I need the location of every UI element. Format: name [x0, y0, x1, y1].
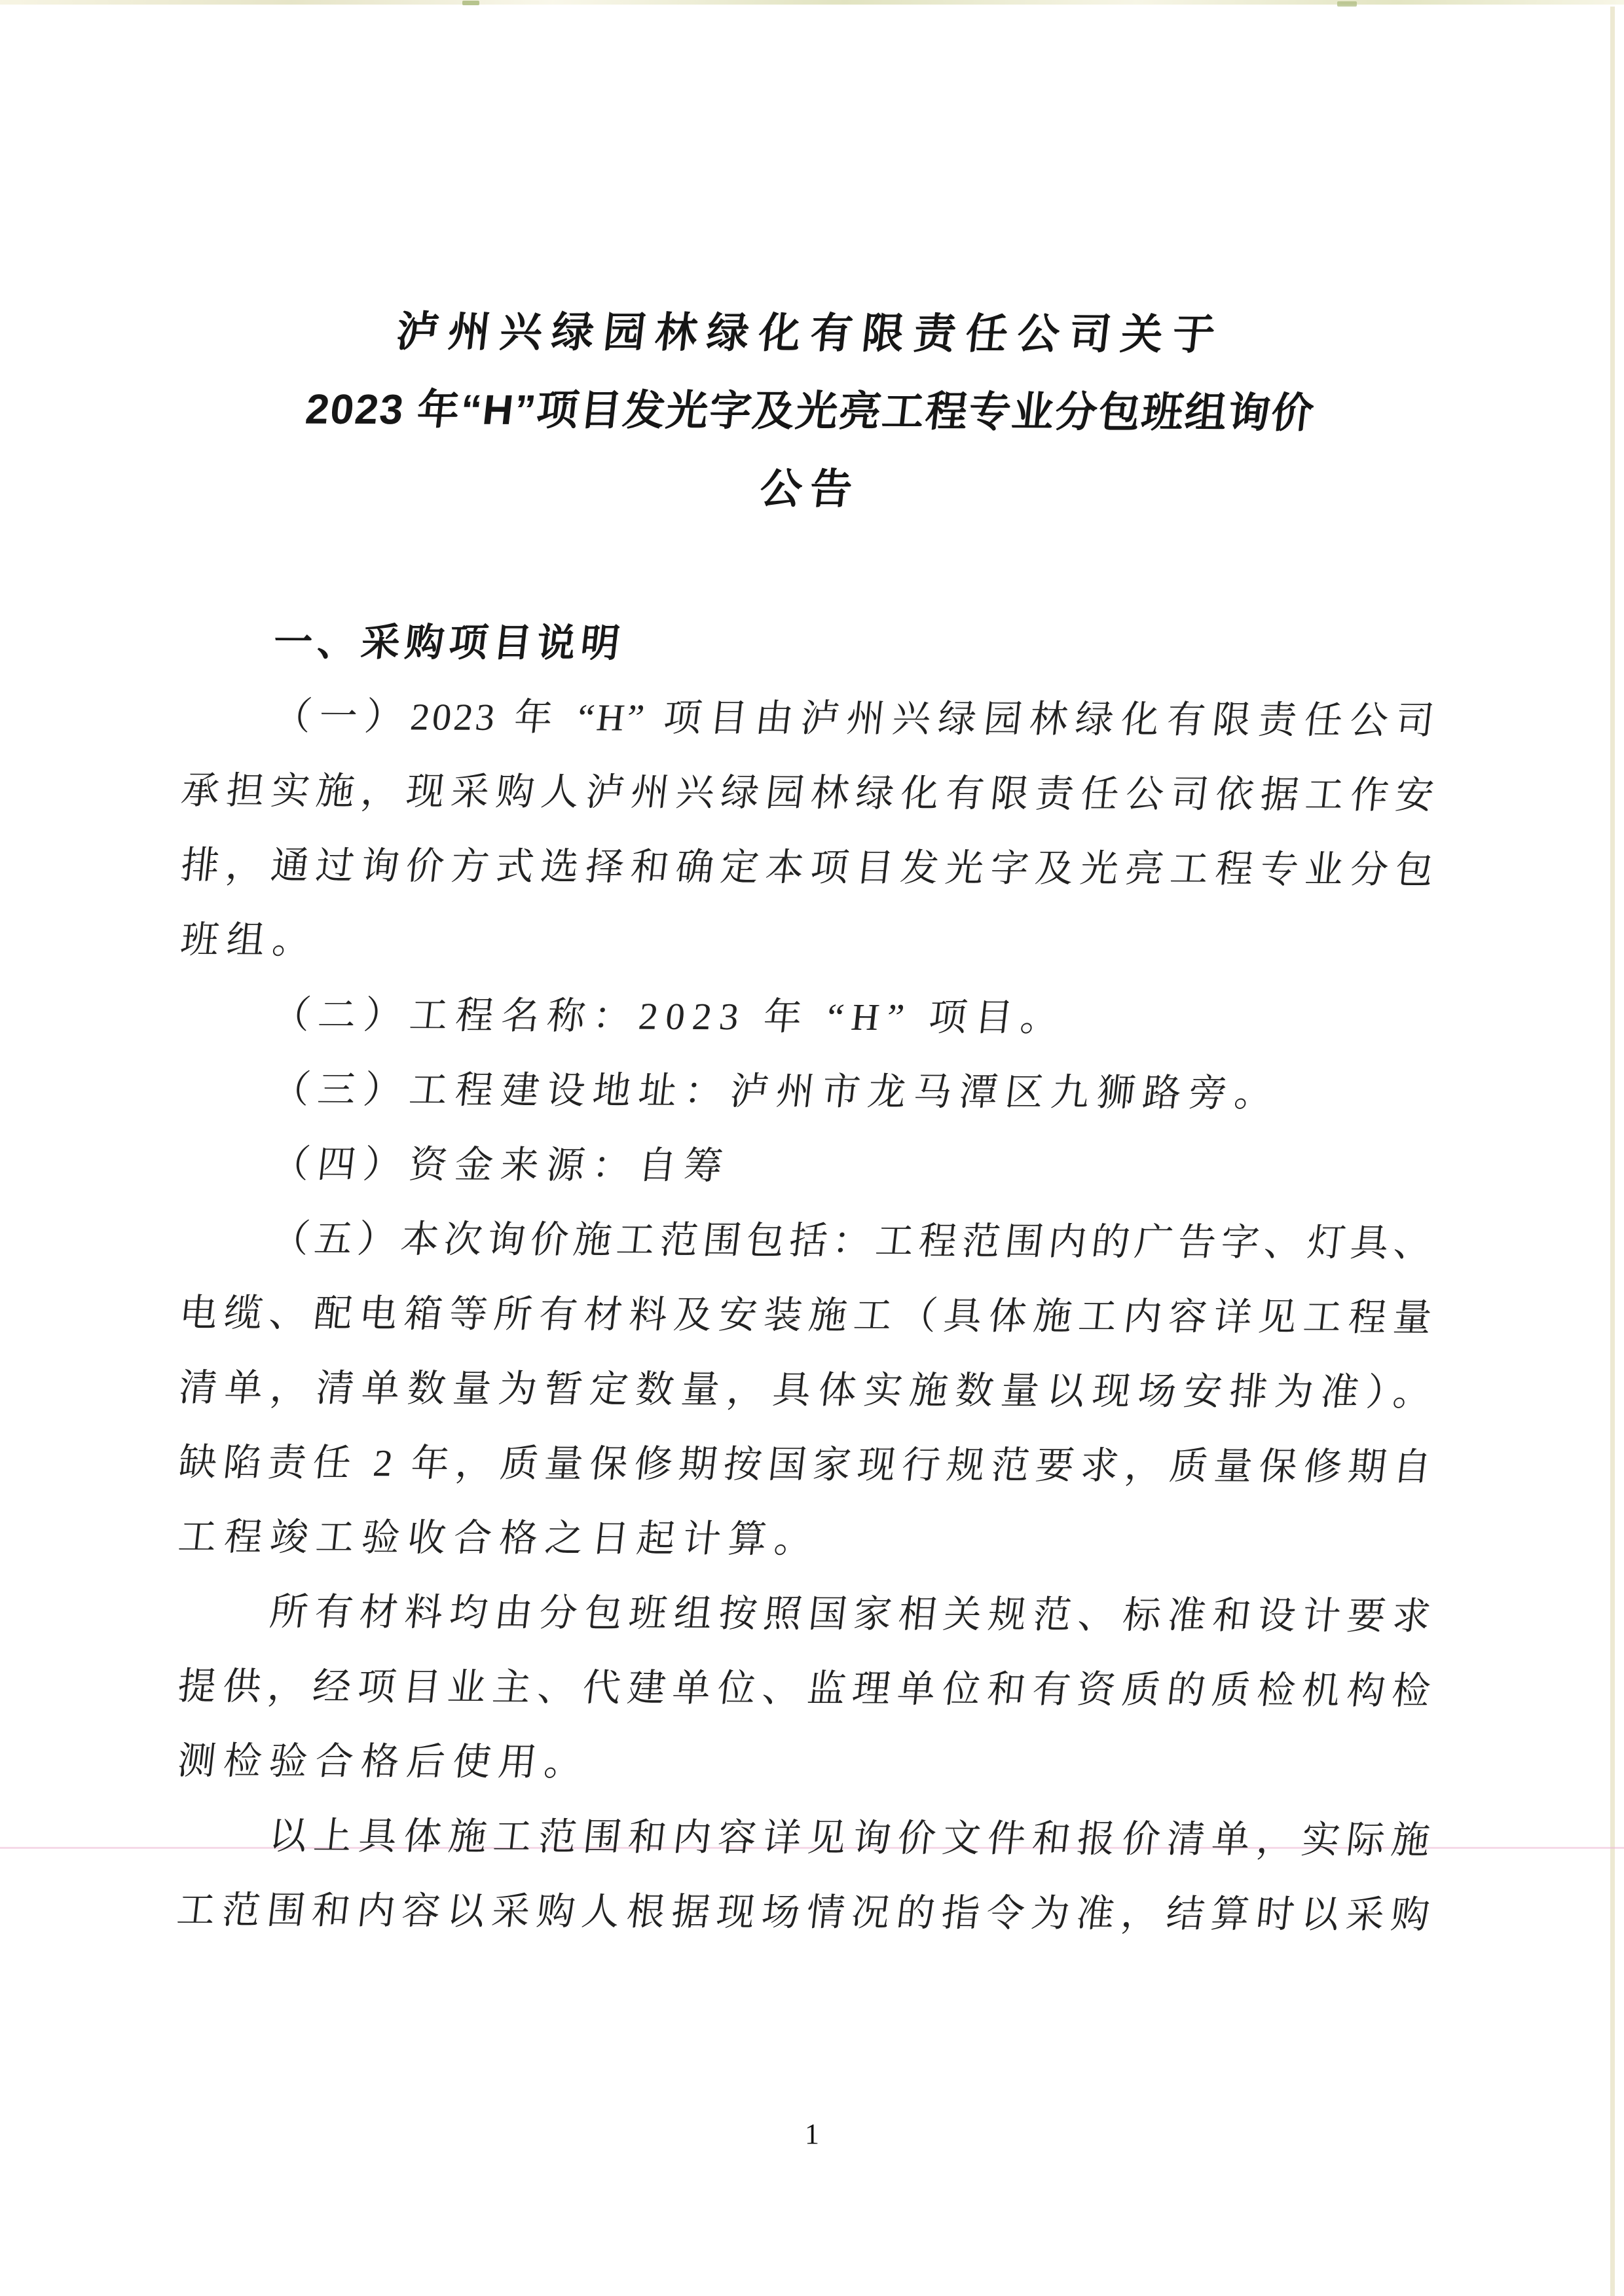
body-line: 清单，清单数量为暂定数量，具体实施数量以现场安排为准）。	[177, 1366, 1437, 1414]
body-line: 测检验合格后使用。	[175, 1739, 593, 1784]
body-line: 排，通过询价方式选择和确定本项目发光字及光亮工程专业分包	[179, 844, 1439, 892]
scan-right-edge-artifact	[1610, 7, 1615, 2296]
body-line: （二）工程名称：2023 年 “H” 项目。	[270, 993, 1069, 1040]
title-line-2: 2023 年“H”项目发光字及光亮工程专业分包班组询价	[303, 385, 1318, 437]
body-line: （五）本次询价施工范围包括：工程范围内的广告字、灯具、	[268, 1217, 1437, 1265]
scan-top-edge-artifact	[0, 0, 1624, 5]
body-line: 班组。	[178, 919, 321, 962]
body-line: 电缆、配电箱等所有材料及安装施工（具体施工内容详见工程量	[177, 1292, 1437, 1339]
body-line: 工范围和内容以采购人根据现场情况的指令为准，结算时以采购	[175, 1888, 1435, 1937]
title-line-3: 公告	[757, 465, 862, 513]
body-line: （四）资金来源：自筹	[269, 1142, 733, 1188]
body-line: 以上具体施工范围和内容详见询价文件和报价清单，实际施	[267, 1814, 1435, 1862]
body-line: 提供，经项目业主、代建单位、监理单位和有资质的质检机构检	[175, 1664, 1435, 1713]
scan-green-speck	[462, 1, 479, 5]
scan-green-speck	[1337, 1, 1357, 7]
document-content	[177, 292, 1438, 1952]
body-line: 缺陷责任 2 年，质量保修期按国家现行规范要求，质量保修期自	[176, 1441, 1436, 1489]
body-line: 承担实施，现采购人泸州兴绿园林绿化有限责任公司依据工作安	[179, 769, 1439, 817]
page-number: 1	[805, 2118, 819, 2150]
body-line: （三）工程建设地址：泸州市龙马潭区九狮路旁。	[269, 1068, 1283, 1115]
title-line-1: 泸州兴绿园林绿化有限责任公司关于	[394, 308, 1227, 359]
body-line: 工程竣工验收合格之日起计算。	[176, 1515, 823, 1561]
document-title	[183, 292, 1438, 530]
document-body	[177, 604, 1437, 1952]
body-line: （一）2023 年 “H” 项目由泸州兴绿园林绿化有限责任公司	[271, 695, 1439, 742]
body-line: 所有材料均由分包班组按照国家相关规范、标准和设计要求	[267, 1590, 1435, 1638]
section-heading: 一、采购项目说明	[271, 620, 627, 665]
